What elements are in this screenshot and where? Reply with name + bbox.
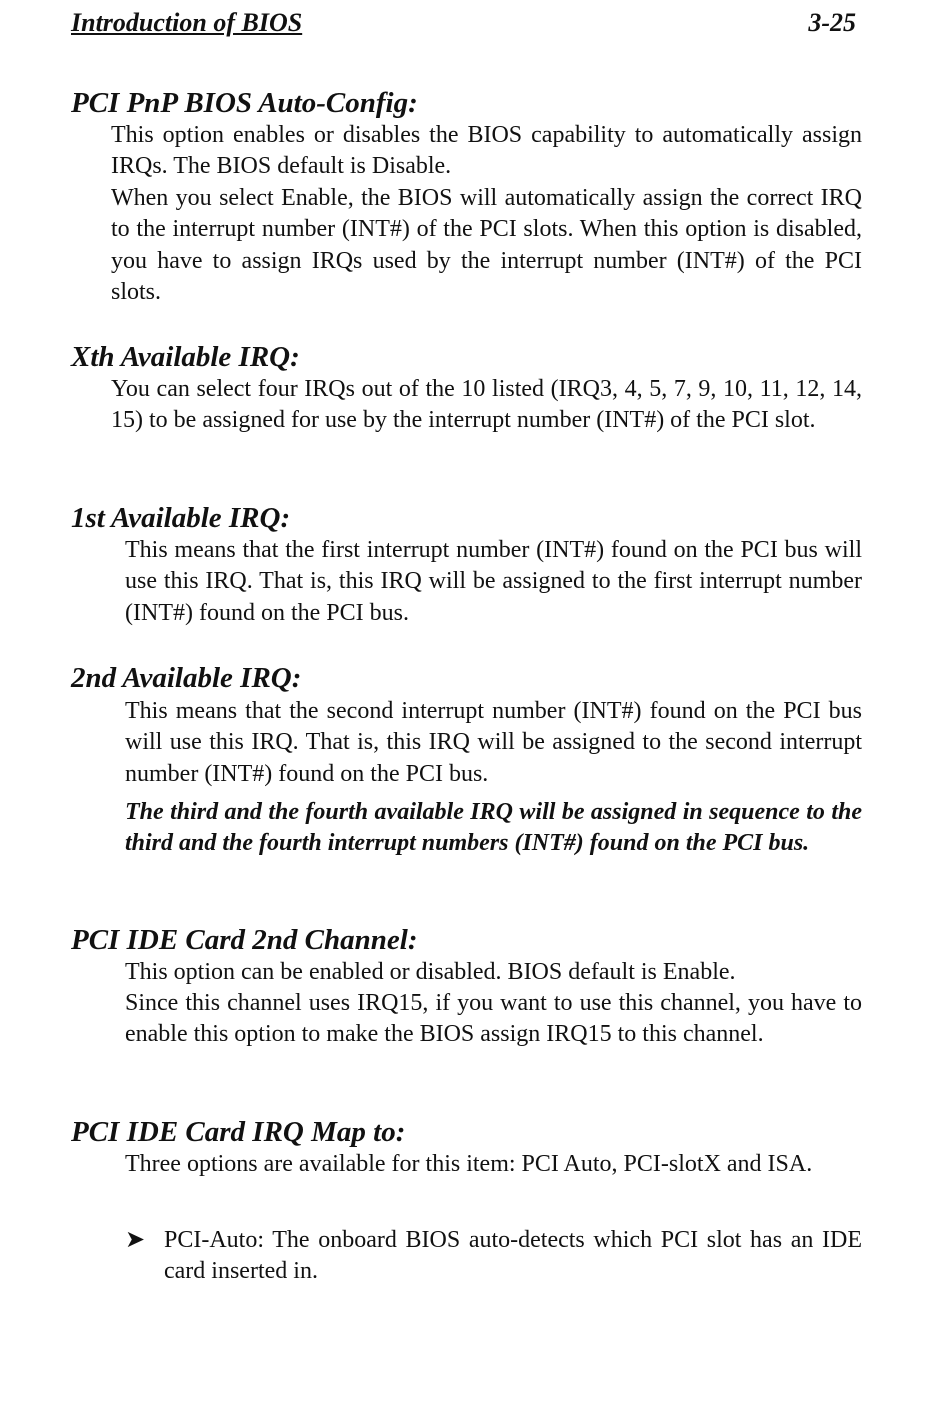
section-heading-2nd-available-irq: 2nd Available IRQ: (71, 662, 302, 694)
section-paragraph: You can select four IRQs out of the 10 listed (IRQ3, 4, 5, 7, 9, 10, 11, 12, 14, 15) to be assigned for use by the interrupt number (INT#) of the PCI slot. (111, 376, 862, 434)
section-heading-pci-ide-card-irq-map-to: PCI IDE Card IRQ Map to: (71, 1116, 406, 1148)
section-heading-pci-ide-card-2nd-channel: PCI IDE Card 2nd Channel: (71, 924, 418, 956)
arrowhead-bullet-icon: ➤ (125, 1227, 146, 1253)
section-heading-pci-pnp-bios-auto-config: PCI PnP BIOS Auto-Config: (71, 87, 418, 119)
emphasis-note: The third and the fourth available IRQ will be assigned in sequence to the third and the fourth interrupt numbers (INT#) found on the PCI bus. (125, 799, 862, 857)
section-heading-xth-available-irq: Xth Available IRQ: (71, 341, 300, 373)
section-paragraph: Since this channel uses IRQ15, if you want to use this channel, you have to enable this option to make the BIOS assign IRQ15 to this channel. (125, 990, 862, 1048)
section-paragraph: Three options are available for this item: PCI Auto, PCI-slotX and ISA. (125, 1151, 813, 1177)
bullet-text: PCI-Auto: The onboard BIOS auto-detects which PCI slot has an IDE card inserted in. (164, 1227, 862, 1285)
section-paragraph: This means that the second interrupt number (INT#) found on the PCI bus will use this IRQ. That is, this IRQ will be assigned to the second interrupt number (INT#) found on the PCI bus. (125, 698, 862, 787)
running-header (71, 8, 856, 42)
section-heading-1st-available-irq: 1st Available IRQ: (71, 502, 291, 534)
section-paragraph: This option can be enabled or disabled. BIOS default is Enable. (125, 959, 736, 985)
section-paragraph: This means that the first interrupt number (INT#) found on the PCI bus will use this IRQ. That is, this IRQ will be assigned to the first interrupt number (INT#) found on the PCI bus. (125, 537, 862, 626)
section-paragraph: This option enables or disables the BIOS capability to automatically assign IRQs. The BIOS default is Disable. (111, 122, 862, 180)
header-page-number: 3-25 (808, 8, 856, 37)
section-paragraph: When you select Enable, the BIOS will automatically assign the correct IRQ to the interrupt number (INT#) of the PCI slots. When this option is disabled, you have to assign IRQs used by the interrupt number (INT#) of the PCI slots. (111, 185, 862, 305)
header-section-title: Introduction of BIOS (71, 8, 303, 37)
